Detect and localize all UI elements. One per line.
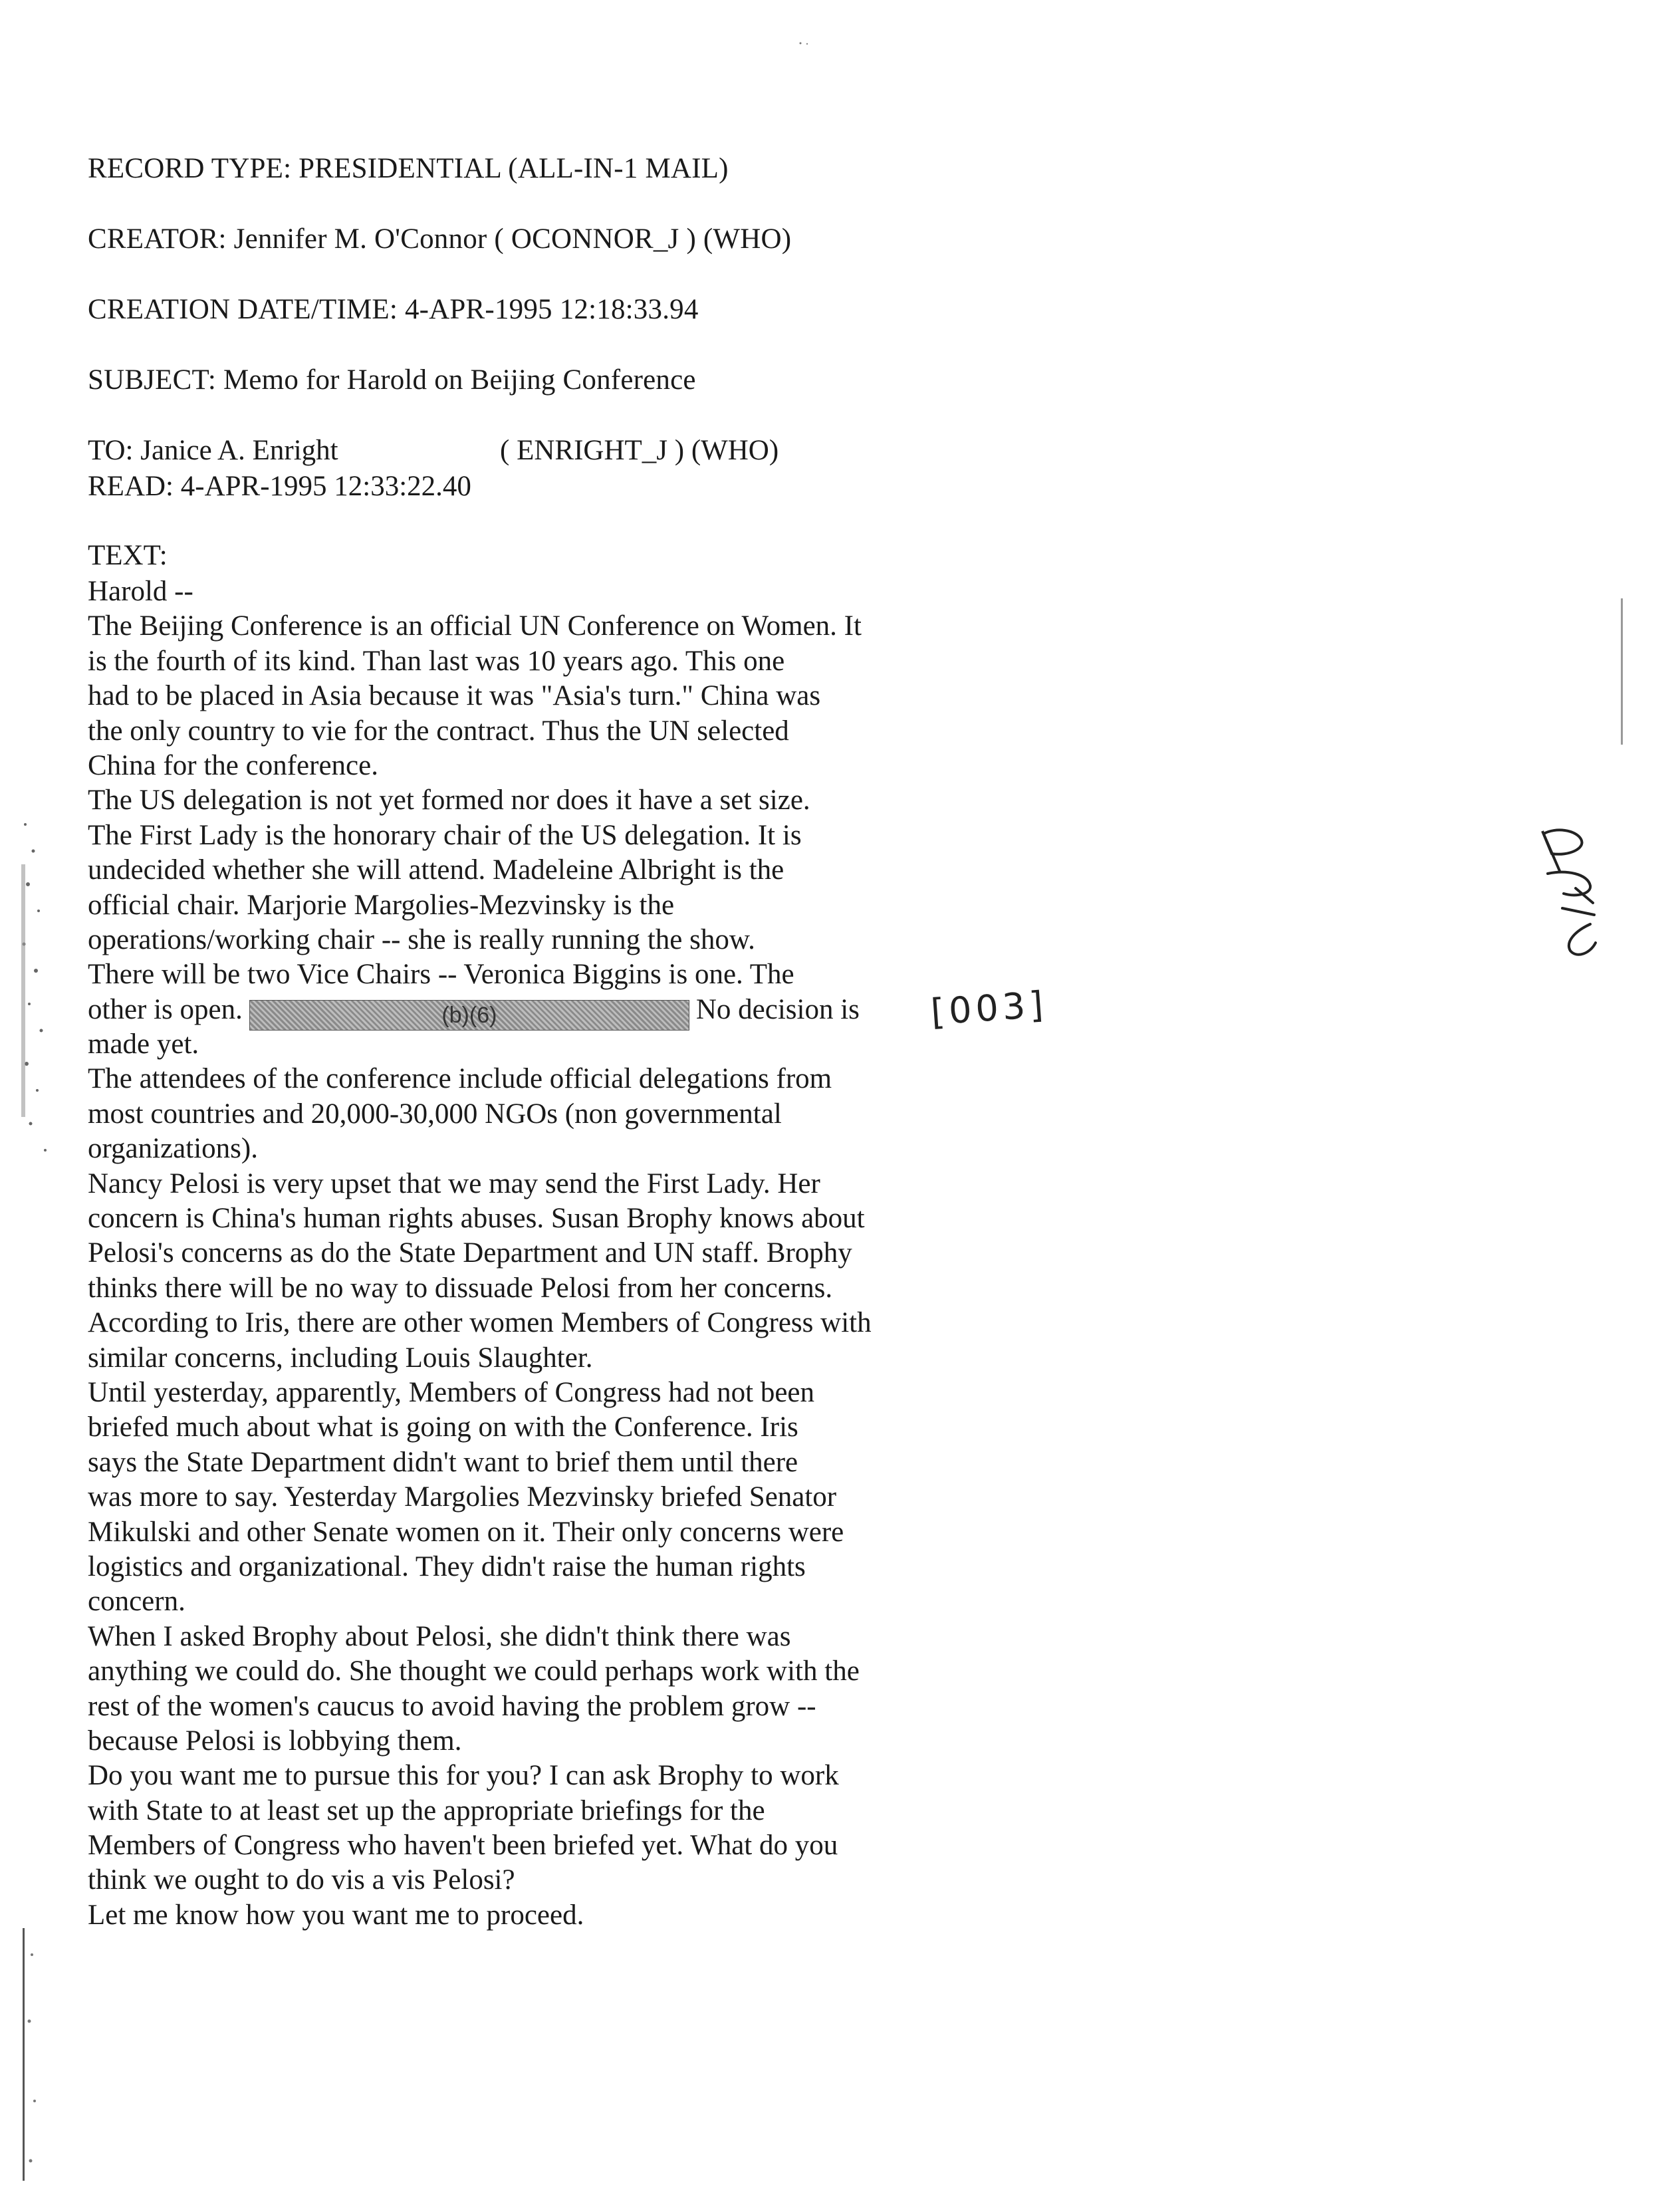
to-recipient-name: TO: Janice A. Enright <box>88 435 338 466</box>
body-line: Members of Congress who haven't been briefed yet. What do you <box>88 1830 838 1862</box>
body-line: official chair. Marjorie Margolies-Mezvinsky is the <box>88 889 675 921</box>
body-line: Harold -- <box>88 576 193 607</box>
scan-edge-noise-bottom <box>19 1915 45 2194</box>
body-line: Let me know how you want me to proceed. <box>88 1899 584 1931</box>
body-line: Mikulski and other Senate women on it. Their only concerns were <box>88 1516 844 1548</box>
body-line: logistics and organizational. They didn't raise the human rights <box>88 1550 806 1582</box>
scan-margin-line <box>1621 598 1623 745</box>
text-label: TEXT: <box>88 540 168 571</box>
body-line: Until yesterday, apparently, Members of Congress had not been <box>88 1376 815 1408</box>
scan-speck <box>798 37 811 43</box>
body-line: concern. <box>88 1586 185 1618</box>
creation-datetime-line: CREATION DATE/TIME: 4-APR-1995 12:18:33.94 <box>88 294 699 325</box>
body-line: There will be two Vice Chairs -- Veronica Biggins is one. The <box>88 959 794 991</box>
record-type-line: RECORD TYPE: PRESIDENTIAL (ALL-IN-1 MAIL) <box>88 153 729 184</box>
read-datetime-line: READ: 4-APR-1995 12:33:22.40 <box>88 471 471 502</box>
memo-body <box>88 574 952 1933</box>
to-recipient-id: ( ENRIGHT_J ) (WHO) <box>500 435 779 466</box>
body-line: According to Iris, there are other women Members of Congress with <box>88 1307 872 1339</box>
body-line: organizations). <box>88 1133 258 1165</box>
handwritten-priv-mark <box>1529 824 1609 967</box>
body-line: says the State Department didn't want to brief them until there <box>88 1446 798 1478</box>
body-line: The First Lady is the honorary chair of the US delegation. It is <box>88 819 802 851</box>
body-line: with State to at least set up the appropriate briefings for the <box>88 1794 765 1826</box>
body-line: Do you want me to pursue this for you? I can ask Brophy to work <box>88 1760 839 1792</box>
subject-line: SUBJECT: Memo for Harold on Beijing Conference <box>88 364 696 396</box>
body-line: Nancy Pelosi is very upset that we may send the First Lady. Her <box>88 1167 820 1199</box>
body-line: The US delegation is not yet formed nor does it have a set size. <box>88 785 810 816</box>
body-line: think we ought to do vis a vis Pelosi? <box>88 1864 515 1896</box>
body-line: The attendees of the conference include official delegations from <box>88 1063 832 1095</box>
scan-edge-noise <box>19 811 59 1183</box>
body-line: rest of the women's caucus to avoid having the problem grow -- <box>88 1690 816 1722</box>
body-line: undecided whether she will attend. Madeleine Albright is the <box>88 854 784 886</box>
body-line: operations/working chair -- she is really running the show. <box>88 923 755 955</box>
body-line: When I asked Brophy about Pelosi, she didn't think there was <box>88 1620 791 1652</box>
handwritten-page-number: [003] <box>929 983 1049 1034</box>
body-line: The Beijing Conference is an official UN Conference on Women. It <box>88 610 862 642</box>
redaction-box: (b)(6) <box>249 1000 689 1031</box>
body-line: had to be placed in Asia because it was "Asia's turn." China was <box>88 680 821 712</box>
body-line: anything we could do. She thought we could perhaps work with the <box>88 1656 860 1687</box>
body-line-start: other is open. <box>88 993 243 1025</box>
body-line: briefed much about what is going on with the Conference. Iris <box>88 1411 798 1443</box>
body-line: most countries and 20,000-30,000 NGOs (non governmental <box>88 1098 782 1130</box>
body-line: was more to say. Yesterday Margolies Mezvinsky briefed Senator <box>88 1481 837 1513</box>
body-line: made yet. <box>88 1029 199 1060</box>
body-line: concern is China's human rights abuses. Susan Brophy knows about <box>88 1203 865 1235</box>
body-line-with-redaction <box>88 993 952 1027</box>
body-line: is the fourth of its kind. Than last was 10 years ago. This one <box>88 645 785 677</box>
body-line: similar concerns, including Louis Slaughter. <box>88 1342 593 1374</box>
body-line: because Pelosi is lobbying them. <box>88 1725 462 1757</box>
body-line: China for the conference. <box>88 749 378 781</box>
body-line-end: No decision is <box>695 993 860 1025</box>
body-line: Pelosi's concerns as do the State Department and UN staff. Brophy <box>88 1237 852 1269</box>
body-line: thinks there will be no way to dissuade Pelosi from her concerns. <box>88 1272 833 1304</box>
body-line: the only country to vie for the contract. Thus the UN selected <box>88 715 789 747</box>
creator-line: CREATOR: Jennifer M. O'Connor ( OCONNOR_J ) (WHO) <box>88 223 792 255</box>
